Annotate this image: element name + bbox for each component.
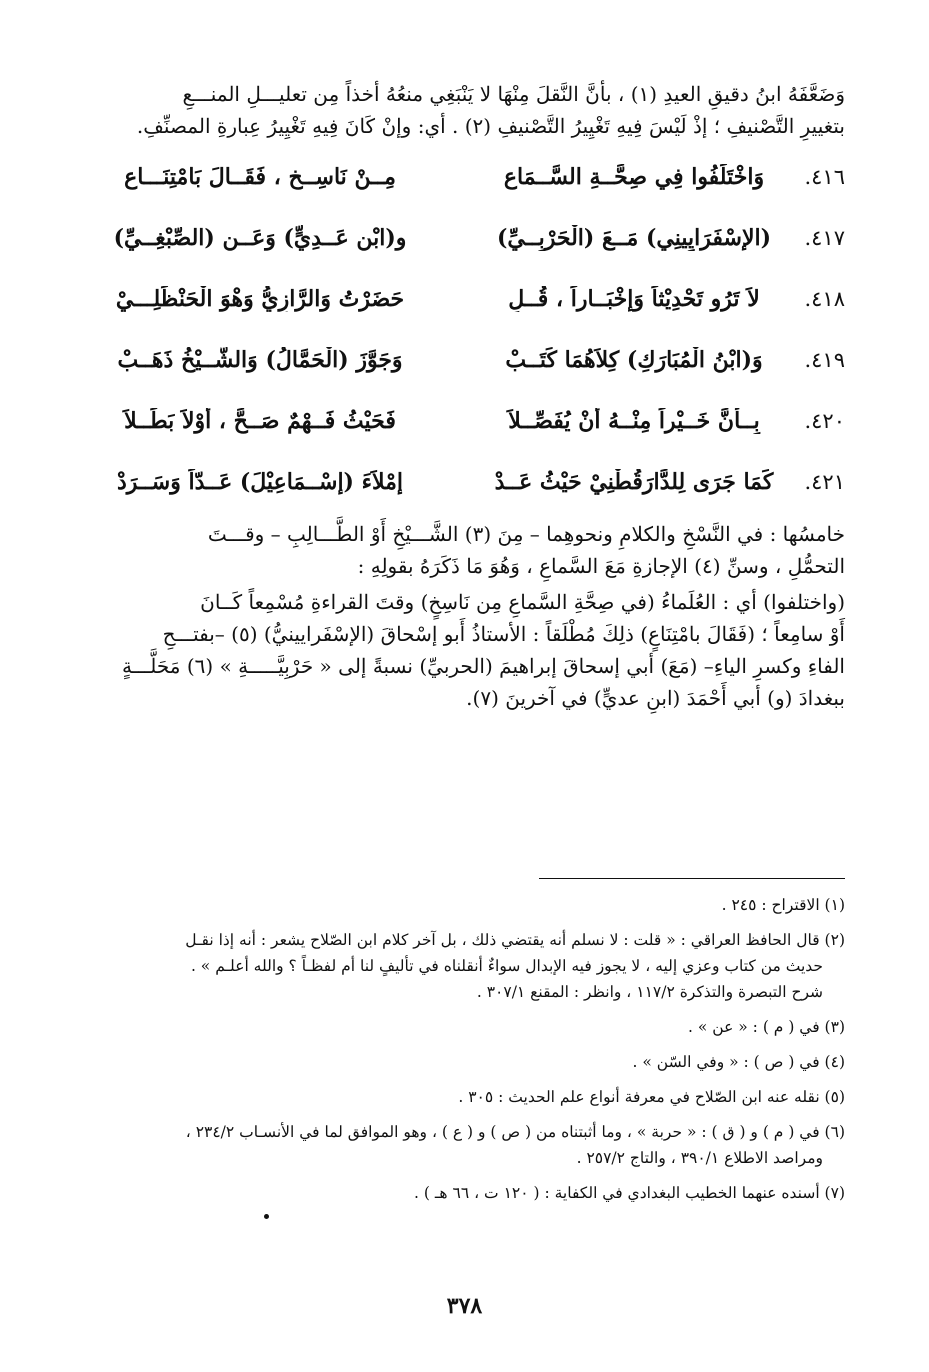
footnote-line: (٤) في ( ص ) : « وفي السّن » . [632,1053,845,1071]
footnote-line: (٣) في ( م ) : « عن » . [688,1018,845,1036]
verse-second-hemistich: و(ابْنِ عَــدِيٍّ) وَعَــنِ (الصِّبْغِــيِّ) [113,224,407,251]
commentary [100,518,845,714]
verse-first-hemistich: لاَ تَرُو تَحْدِيْثاً وَإخْبَــاراً ، قُــلِ [508,285,760,312]
verse-second-hemistich: فَحَيْثُ فَــهْمٌ صَــحَّ ، أوْلاَ بَطَــلاَ [124,407,396,434]
intro-line: وَضَعَّفَهُ ابنُ دقيقِ العيدِ (١) ، بأنَّ النَّقلَ مِنْهَا لا يَنْبَغِي منعُهُ أخذاً مِن تعليـــلِ المنـــعِ [182,82,845,106]
intro-paragraph [100,78,845,142]
print-speck [264,1214,269,1219]
footnote-line: (٢) قال الحافظ العراقي : « قلت : لا نسلم أنه يقتضي ذلك ، بل آخر كلام ابن الصّلاح يشعر : أنه إذا نقـل [185,931,845,949]
footnote-line: (٧) أسنده عنهما الخطيب البغدادي في الكفاية : ( ١٢٠ ت ، ٦٦ هـ ) . [414,1184,845,1202]
verse-number: ٤١٧. [804,225,845,250]
verse-second-hemistich: مِــنْ نَاسِــخٍ ، فَقَــالَ بَامْتِنَـــاعِ [124,163,396,190]
footnote-5 [92,1084,845,1110]
verse-416 [100,146,845,207]
verse-number: ٤٢١. [804,469,845,494]
verse-number: ٤١٦. [804,164,845,189]
footnote-line: (١) الاقتراح : ٢٤٥ . [721,896,845,914]
verse-419 [100,329,845,390]
commentary-line: (واختلفوا) أي : العُلَماءُ (في صِحَّةِ السَّماعِ مِن نَاسِخٍ) وقتَ القراءةِ مُسْمِعاً كَــانَ [200,590,845,614]
footnote-7 [92,1180,845,1206]
commentary-line: أَوْ سامِعاً ؛ (فَقَالَ بامْتِنَاعٍ) ذلِكَ مُطْلَقاً : الأستاذُ أَبو إسْحاقَ (الإسْفَرايينيُّ) (٥) –بفتـــحِ [162,622,845,646]
page-number: ٣٧٨ [446,1293,483,1319]
commentary-line: التحمُّلِ ، وسنِّ (٤) الإجازةِ مَعَ السَّماعِ ، وَهُوَ مَا ذَكَرَهُ بقولِهِ : [357,554,845,578]
footnote-3 [92,1014,845,1040]
commentary-line: الفاءِ وكسرِ الياءِ– (مَعَ) أبي إسحاقَ إبراهيمَ (الحربيِّ) نسبةً إلى « حَرْبِيَّـــــةِ » (٦) مَحَلَّـــةٍ [121,654,845,678]
verse-second-hemistich: وَجَوَّزَ (الْحَمَّالُ) وَالشَّــيْخُ ذَهَــبْ [117,346,403,373]
footnote-2 [92,927,845,1005]
verse-second-hemistich: حَضَرْتُ وَالرَّازِيُّ وَهْوَ الْحَنْظَلِـــيْ [115,285,405,312]
verse-420 [100,390,845,451]
footnote-1 [92,892,845,918]
verse-418 [100,268,845,329]
footnotes [92,892,845,1215]
footnote-line: (٦) في ( م ) و ( ق ) : « حربة » ، وما أثبتناه من ( ص ) و ( ع ) ، وهو الموافق لما في الأنسـاب ٢٣٤/٢ ، [185,1123,845,1141]
verse-first-hemistich: بِــأَنَّ خَــيْراً مِنْــهُ أَنْ يُفَصِّــلاَ [508,407,760,434]
commentary-line: ببغدادَ (و) أبي أَحْمَدَ (ابنِ عديٍّ) في آخرينَ (٧). [466,686,845,710]
commentary-line: خامسُها : في النَّسْخِ والكلامِ ونحوهِما – مِنَ (٣) الشَّـــيْخِ أَوْ الطَّـــالِبِ – وقـــتَ [207,522,845,546]
page-content [100,78,845,714]
verse-first-hemistich: وَاخْتَلَفُوا فِي صِحَّــةِ السَّــمَاعِ [503,163,765,190]
verse-421 [100,451,845,512]
verse-first-hemistich: (الإسْفَرَايِينِي) مَــعَ (الْحَرْبِــيِّ) [496,224,772,251]
verse-first-hemistich: وَ(ابْنُ الْمُبَارَكِ) كِلاَهُمَا كَتَــبْ [505,346,763,373]
footnote-4 [92,1049,845,1075]
footnote-6 [92,1119,845,1171]
verse-number: ٤١٩. [804,347,845,372]
verse-number: ٤٢٠. [804,408,845,433]
footnote-line: ومراصد الاطلاع ٣٩٠/١ ، والتاج ٢٥٧/٢ . [576,1149,823,1167]
footnote-line: شرح التبصرة والتذكرة ١١٧/٢ ، وانظر : المقنع ٣٠٧/١ . [476,983,823,1001]
intro-line: بتغييرِ التَّصْنيفِ ؛ إذْ لَيْسَ فِيهِ تَغْيِيرُ التَّصْنيفِ (٢) . أي: وإنْ كَانَ فِيهِ تَغْيِيرُ عِبارةِ المصنِّفِ. [136,114,845,138]
footnote-line: (٥) نقله عنه ابن الصّلاح في معرفة أنواع علم الحديث : ٣٠٥ . [458,1088,845,1106]
footnote-separator [539,878,845,879]
verse-417 [100,207,845,268]
verse-number: ٤١٨. [804,286,845,311]
verse-first-hemistich: كَمَا جَرَى لِلدَّارَقُطْنِيْ حَيْثُ عَــدْ [494,468,774,495]
verse-second-hemistich: إمْلاَءَ (إسْــمَاعِيْلَ) عَــدّاً وَسَــرَدْ [116,468,403,495]
footnote-line: حديث من كتاب وعزي إليه ، لا يجوز فيه الإبدال سواءٌ أنقلناه في تأليفٍ لنا أم لفظـاً ؟ والله أعلـم » . [190,957,823,975]
poem-verses [100,146,845,512]
